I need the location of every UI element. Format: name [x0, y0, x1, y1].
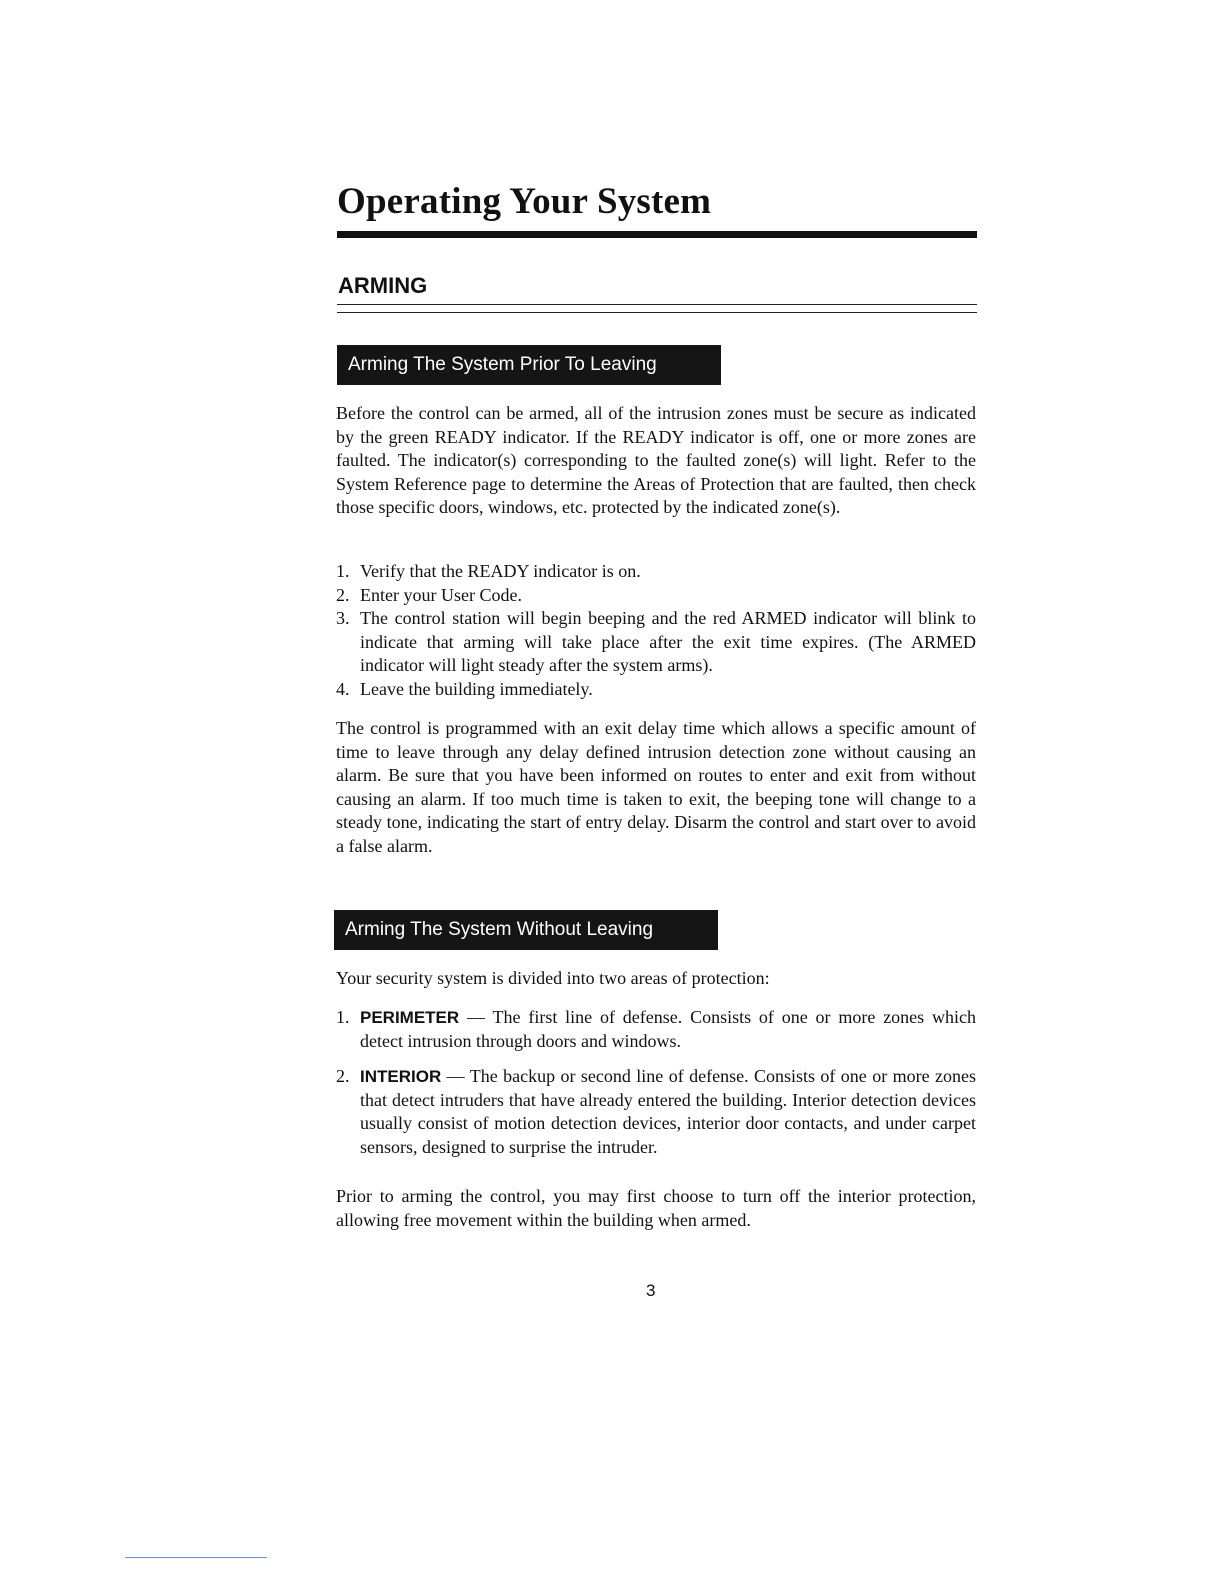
step-text: Verify that the READY indicator is on.	[360, 561, 641, 581]
step-number: 2.	[336, 584, 350, 605]
protection-areas-list	[336, 1006, 976, 1171]
exit-delay-paragraph: The control is programmed with an exit delay time which allows a specific amount of time to leave through any delay defined intrusion detection zone without causing an alarm. Be sure that you have been informed on routes to enter and exit from without causing an alarm. If too much time is taken to exit, the beeping tone will change to a steady tone, indicating the start of entry delay. Disarm the control and start over to avoid a false alarm.	[336, 718, 976, 856]
list-item	[336, 584, 976, 608]
page-number: 3	[646, 1281, 656, 1300]
page-title: Operating Your System	[337, 181, 712, 222]
section-rule-bottom	[337, 312, 977, 313]
arming-steps-list	[336, 560, 976, 701]
list-item	[336, 1006, 976, 1053]
leaving-intro-paragraph: Before the control can be armed, all of the intrusion zones must be secure as indicated by the green READY indicator. If the READY indicator is off, one or more zones are faulted. The indicator(s) corresponding to the faulted zone(s) will light. Refer to the System Reference page to determine the Areas of Protection that are faulted, then check those specific doors, windows, etc. protected by the indicated zone(s).	[336, 403, 976, 517]
step-number: 1.	[336, 561, 350, 581]
step-number: 4.	[336, 678, 350, 699]
areas-intro-paragraph: Your security system is divided into two areas of protection:	[336, 968, 770, 988]
step-number: 3.	[336, 608, 350, 628]
area-dash: —	[441, 1066, 470, 1086]
closing-paragraph: Prior to arming the control, you may first choose to turn off the interior protection, allowing free movement within the building when armed.	[336, 1186, 976, 1230]
title-rule	[337, 231, 977, 238]
list-item	[336, 678, 976, 702]
section-heading: ARMING	[338, 273, 428, 298]
list-item	[336, 560, 976, 584]
footer-divider	[125, 1557, 267, 1558]
area-number: 2.	[336, 1066, 350, 1086]
area-number: 1.	[336, 1007, 350, 1027]
list-item	[336, 1065, 976, 1159]
banner-arming-without-leaving: Arming The System Without Leaving	[334, 910, 718, 950]
step-text: Enter your User Code.	[360, 584, 522, 605]
area-term: INTERIOR	[360, 1067, 442, 1086]
area-text: The first line of defense. Consists of one or more zones which detect intrusion through doors and windows.	[360, 1007, 976, 1051]
step-text: The control station will begin beeping and the red ARMED indicator will blink to indicate that arming will take place after the exit time expires. (The ARMED indicator will light steady after the system arms).	[360, 608, 976, 675]
area-term: PERIMETER	[360, 1008, 460, 1027]
step-text: Leave the building immediately.	[360, 678, 593, 699]
section-rule-top	[337, 304, 977, 305]
banner-arming-prior-to-leaving: Arming The System Prior To Leaving	[337, 345, 721, 385]
area-text: The backup or second line of defense. Consists of one or more zones that detect intruders that have already entered the building. Interior detection devices usually consist of motion detection devices, interior door contacts, and under carpet sensors, designed to surprise the intruder.	[360, 1066, 976, 1157]
list-item	[336, 607, 976, 678]
area-dash: —	[459, 1007, 493, 1027]
